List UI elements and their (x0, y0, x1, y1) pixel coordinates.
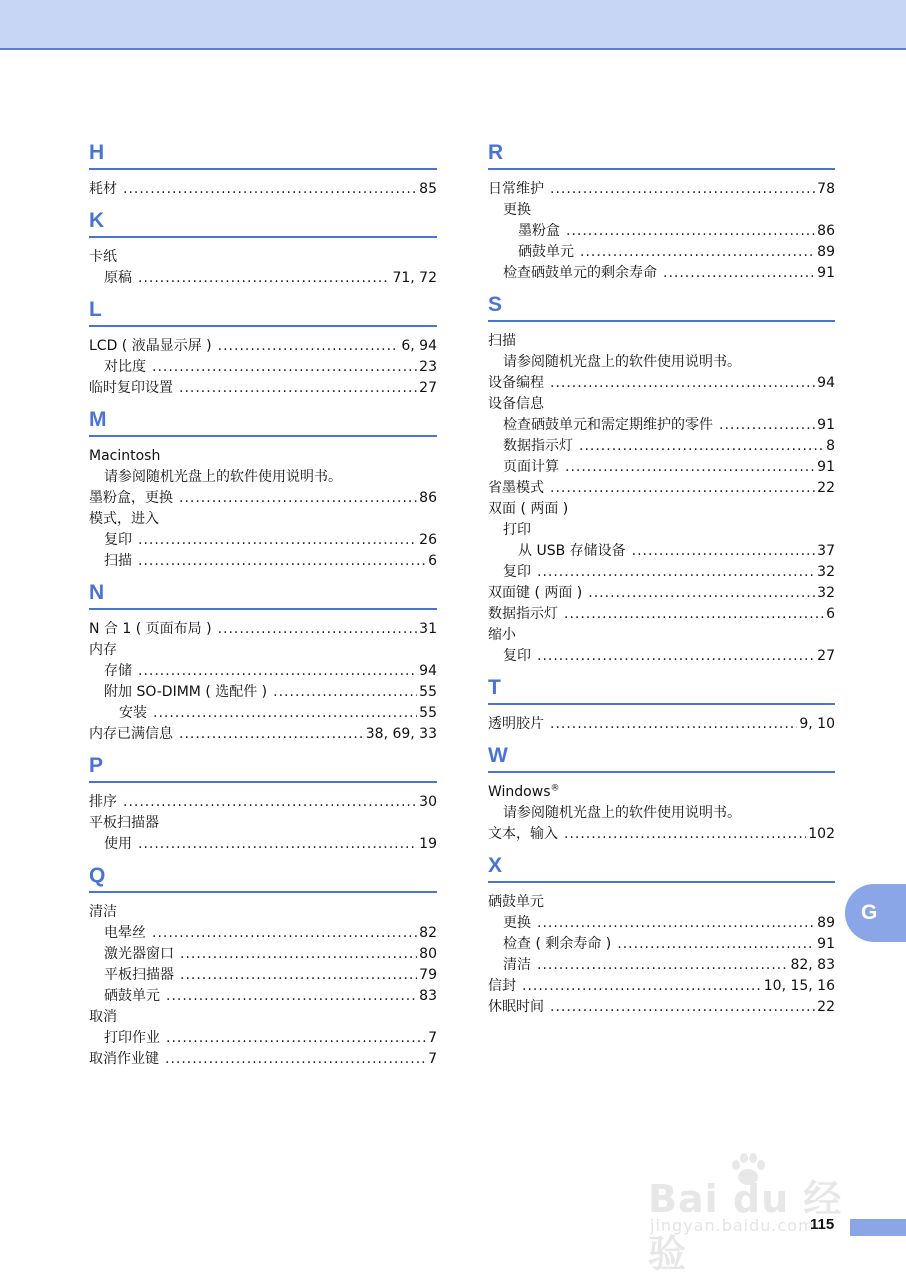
index-entry (488, 478, 835, 499)
index-entry (488, 394, 835, 415)
index-section (89, 861, 437, 1070)
index-term: 双面键 ( 两面 ) (488, 585, 583, 601)
index-term: 内存已满信息 (89, 726, 173, 742)
page-reference[interactable]: 83 (419, 988, 437, 1004)
dot-leader (719, 415, 815, 436)
index-term: 平板扫描器 (104, 967, 174, 983)
dot-leader (663, 263, 815, 284)
dot-leader (588, 583, 815, 604)
index-entry (89, 488, 437, 509)
index-entry (89, 509, 437, 530)
index-section (488, 673, 835, 735)
page-reference[interactable]: 30 (419, 794, 437, 810)
index-term: 打印作业 (104, 1030, 160, 1046)
index-entry (89, 247, 437, 268)
index-entry (89, 792, 437, 813)
page-reference[interactable]: 55 (419, 705, 437, 721)
index-term: 更换 (503, 202, 531, 218)
section-letter-heading: K (89, 206, 437, 238)
dot-leader (123, 179, 417, 200)
index-term: 页面计算 (503, 459, 559, 475)
dot-leader (180, 965, 417, 986)
index-term: 模式，进入 (89, 511, 159, 527)
page-reference[interactable]: 10, 15, 16 (763, 978, 835, 994)
index-term: 墨粉盒 (518, 223, 560, 239)
index-entry (89, 902, 437, 923)
page-reference[interactable]: 38, 69, 33 (365, 726, 437, 742)
dot-leader (218, 336, 400, 357)
index-entry (89, 703, 437, 724)
section-letter-heading: L (89, 295, 437, 327)
index-section (89, 751, 437, 855)
index-term: 激光器窗口 (104, 946, 174, 962)
index-term: 临时复印设置 (89, 380, 173, 396)
index-entry (488, 913, 835, 934)
dot-leader (537, 562, 815, 583)
index-entry (488, 892, 835, 913)
dot-leader (632, 541, 816, 562)
index-entry (488, 520, 835, 541)
index-term: 平板扫描器 (89, 815, 159, 831)
index-entry (89, 446, 437, 467)
index-term: 缩小 (488, 627, 516, 643)
index-entry (89, 179, 437, 200)
index-term: 复印 (104, 532, 132, 548)
index-entry (89, 834, 437, 855)
section-letter-heading: X (488, 851, 835, 883)
page-reference[interactable]: 55 (419, 684, 437, 700)
dot-leader (273, 682, 417, 703)
index-term: 透明胶片 (488, 716, 544, 732)
index-term: 取消 (89, 1009, 117, 1025)
section-letter-heading: R (488, 138, 835, 170)
dot-leader (180, 944, 417, 965)
section-letter-heading: W (488, 741, 835, 773)
index-entry (488, 625, 835, 646)
index-term: LCD ( 液晶显示屏 ) (89, 338, 212, 354)
section-letter-heading: T (488, 673, 835, 705)
header-band (0, 0, 906, 50)
dot-leader (179, 724, 364, 745)
watermark (640, 1150, 870, 1276)
dot-leader (550, 179, 815, 200)
index-term: Windows® (488, 783, 560, 800)
page-reference[interactable]: 71, 72 (392, 270, 437, 286)
index-term: 复印 (503, 564, 531, 580)
page-reference[interactable]: 91 (817, 936, 835, 952)
index-entry (89, 336, 437, 357)
index-section (89, 578, 437, 745)
index-term: 扫描 (488, 333, 516, 349)
chapter-tab-label: G (861, 901, 878, 924)
index-term: 检查硒鼓单元和需定期维护的零件 (503, 417, 713, 433)
index-entry (89, 813, 437, 834)
index-term: 取消作业键 (89, 1051, 159, 1067)
watermark-url: jingyan.baidu.com (650, 1216, 815, 1235)
page-reference[interactable]: 79 (419, 967, 437, 983)
dot-leader (537, 955, 788, 976)
dot-leader (565, 457, 815, 478)
index-term: 安装 (119, 705, 147, 721)
page-reference[interactable]: 32 (817, 585, 835, 601)
index-entry (89, 640, 437, 661)
index-entry (488, 934, 835, 955)
section-letter-heading: P (89, 751, 437, 783)
index-term: 清洁 (89, 904, 117, 920)
index-term: 墨粉盒，更换 (89, 490, 173, 506)
dot-leader (138, 551, 426, 572)
index-entry (89, 923, 437, 944)
index-entry (89, 1049, 437, 1070)
page-reference[interactable]: 7 (428, 1030, 437, 1046)
page-reference[interactable]: 6 (428, 553, 437, 569)
page-reference[interactable]: 86 (419, 490, 437, 506)
index-entry (89, 986, 437, 1007)
index-section (488, 741, 835, 845)
section-letter-heading: Q (89, 861, 437, 893)
index-entry (89, 268, 437, 289)
page-reference[interactable]: 27 (817, 648, 835, 664)
registered-mark: ® (550, 783, 560, 794)
index-section (89, 405, 437, 572)
dot-leader (537, 646, 815, 667)
index-entry (488, 803, 835, 824)
section-letter-heading: N (89, 578, 437, 610)
dot-leader (166, 986, 417, 1007)
index-entry (488, 263, 835, 284)
index-entry (488, 200, 835, 221)
index-term: 附加 SO-DIMM ( 选配件 ) (104, 684, 268, 700)
page-reference[interactable]: 89 (817, 244, 835, 260)
index-section (488, 851, 835, 1018)
section-letter-heading: S (488, 290, 835, 322)
index-entry (488, 976, 835, 997)
page-number: 115 (810, 1216, 835, 1233)
index-term: 设备信息 (488, 396, 544, 412)
index-entry (488, 457, 835, 478)
dot-leader (138, 661, 417, 682)
index-term: 硒鼓单元 (488, 894, 544, 910)
page-reference[interactable]: 31 (419, 621, 437, 637)
dot-leader (550, 997, 815, 1018)
index-term: 打印 (503, 522, 531, 538)
page-reference[interactable]: 22 (817, 480, 835, 496)
page-reference[interactable]: 80 (419, 946, 437, 962)
page-reference[interactable]: 85 (419, 181, 437, 197)
index-entry (89, 944, 437, 965)
footer-bar (850, 1219, 906, 1236)
index-term: 信封 (488, 978, 516, 994)
index-term: 内存 (89, 642, 117, 658)
index-term: 排序 (89, 794, 117, 810)
index-entry (488, 541, 835, 562)
index-term: 日常维护 (488, 181, 544, 197)
index-term: 请参阅随机光盘上的软件使用说明书。 (503, 354, 741, 370)
index-entry (488, 646, 835, 667)
dot-leader (564, 604, 824, 625)
index-term: 更换 (503, 915, 531, 931)
page-reference[interactable]: 6, 94 (401, 338, 437, 354)
dot-leader (152, 923, 417, 944)
index-term: 数据指示灯 (488, 606, 558, 622)
chapter-tab[interactable] (845, 884, 906, 942)
index-entry (488, 415, 835, 436)
index-section (488, 138, 835, 284)
index-entry (89, 551, 437, 572)
index-term: 请参阅随机光盘上的软件使用说明书。 (104, 469, 342, 485)
page-reference[interactable]: 78 (817, 181, 835, 197)
index-entry (89, 661, 437, 682)
page-reference[interactable]: 22 (817, 999, 835, 1015)
page-reference[interactable]: 26 (419, 532, 437, 548)
section-letter-heading: M (89, 405, 437, 437)
page-reference[interactable]: 91 (817, 417, 835, 433)
dot-leader (166, 1028, 426, 1049)
index-entry (488, 221, 835, 242)
index-entry (488, 373, 835, 394)
index-term: 卡纸 (89, 249, 117, 265)
index-entry (488, 331, 835, 352)
index-entry (488, 604, 835, 625)
index-term: 数据指示灯 (503, 438, 573, 454)
index-term: 清洁 (503, 957, 531, 973)
dot-leader (179, 378, 417, 399)
page-reference[interactable]: 89 (817, 915, 835, 931)
index-section (89, 138, 437, 200)
page-reference[interactable]: 94 (419, 663, 437, 679)
dot-leader (153, 703, 417, 724)
index-term: 硒鼓单元 (518, 244, 574, 260)
index-term: 检查 ( 剩余寿命 ) (503, 936, 612, 952)
dot-leader (617, 934, 815, 955)
index-term: 存储 (104, 663, 132, 679)
index-term: 设备编程 (488, 375, 544, 391)
index-entry (89, 1028, 437, 1049)
index-entry (89, 378, 437, 399)
dot-leader (179, 488, 417, 509)
page-reference[interactable]: 37 (817, 543, 835, 559)
index-term: 复印 (503, 648, 531, 664)
index-entry (89, 467, 437, 488)
index-term: 省墨模式 (488, 480, 544, 496)
page-reference[interactable]: 94 (817, 375, 835, 391)
index-entry (488, 499, 835, 520)
page-reference[interactable]: 19 (419, 836, 437, 852)
index-entry (89, 1007, 437, 1028)
index-column-left (89, 138, 437, 1070)
index-term: 电晕丝 (104, 925, 146, 941)
index-entry (488, 714, 835, 735)
dot-leader (537, 913, 815, 934)
index-entry (488, 997, 835, 1018)
index-term: Macintosh (89, 448, 161, 464)
index-term: 原稿 (104, 270, 132, 286)
index-term: 从 USB 存储设备 (518, 543, 626, 559)
index-section (89, 206, 437, 289)
dot-leader (138, 834, 417, 855)
page-reference[interactable]: 82, 83 (790, 957, 835, 973)
page-reference[interactable]: 102 (808, 826, 835, 842)
dot-leader (550, 478, 815, 499)
index-entry (488, 352, 835, 373)
page-reference[interactable]: 86 (817, 223, 835, 239)
index-entry (488, 583, 835, 604)
dot-leader (564, 824, 806, 845)
dot-leader (550, 373, 815, 394)
dot-leader (550, 714, 797, 735)
index-term: 请参阅随机光盘上的软件使用说明书。 (503, 805, 741, 821)
index-entry (488, 436, 835, 457)
dot-leader (580, 242, 815, 263)
dot-leader (522, 976, 762, 997)
index-entry (488, 782, 835, 803)
index-term: 耗材 (89, 181, 117, 197)
index-entry (89, 682, 437, 703)
dot-leader (123, 792, 417, 813)
dot-leader (152, 357, 417, 378)
page-reference[interactable]: 9, 10 (799, 716, 835, 732)
dot-leader (579, 436, 824, 457)
index-term: 使用 (104, 836, 132, 852)
index-entry (488, 179, 835, 200)
dot-leader (165, 1049, 426, 1070)
index-entry (89, 357, 437, 378)
index-section (89, 295, 437, 399)
dot-leader (218, 619, 418, 640)
page-reference[interactable]: 23 (419, 359, 437, 375)
index-entry (488, 824, 835, 845)
page-reference[interactable]: 8 (826, 438, 835, 454)
index-entry (488, 242, 835, 263)
page-reference[interactable]: 32 (817, 564, 835, 580)
index-term: 双面 ( 两面 ) (488, 501, 569, 517)
page-reference[interactable]: 82 (419, 925, 437, 941)
dot-leader (566, 221, 815, 242)
watermark-logo: Bai du 经验 (648, 1177, 843, 1276)
index-section (488, 290, 835, 667)
index-term: 检查硒鼓单元的剩余寿命 (503, 265, 657, 281)
index-term: 休眠时间 (488, 999, 544, 1015)
index-column-right (488, 138, 835, 1018)
index-entry (488, 955, 835, 976)
index-term: 对比度 (104, 359, 146, 375)
page-reference[interactable]: 91 (817, 265, 835, 281)
index-term: 文本，输入 (488, 826, 558, 842)
index-term: 硒鼓单元 (104, 988, 160, 1004)
index-entry (89, 619, 437, 640)
section-letter-heading: H (89, 138, 437, 170)
dot-leader (138, 530, 417, 551)
dot-leader (138, 268, 390, 289)
index-entry (89, 724, 437, 745)
index-term: N 合 1 ( 页面布局 ) (89, 621, 212, 637)
index-entry (488, 562, 835, 583)
page-reference[interactable]: 27 (419, 380, 437, 396)
index-entry (89, 965, 437, 986)
index-term: 扫描 (104, 553, 132, 569)
index-entry (89, 530, 437, 551)
page-reference[interactable]: 91 (817, 459, 835, 475)
page-reference[interactable]: 7 (428, 1051, 437, 1067)
page-reference[interactable]: 6 (826, 606, 835, 622)
